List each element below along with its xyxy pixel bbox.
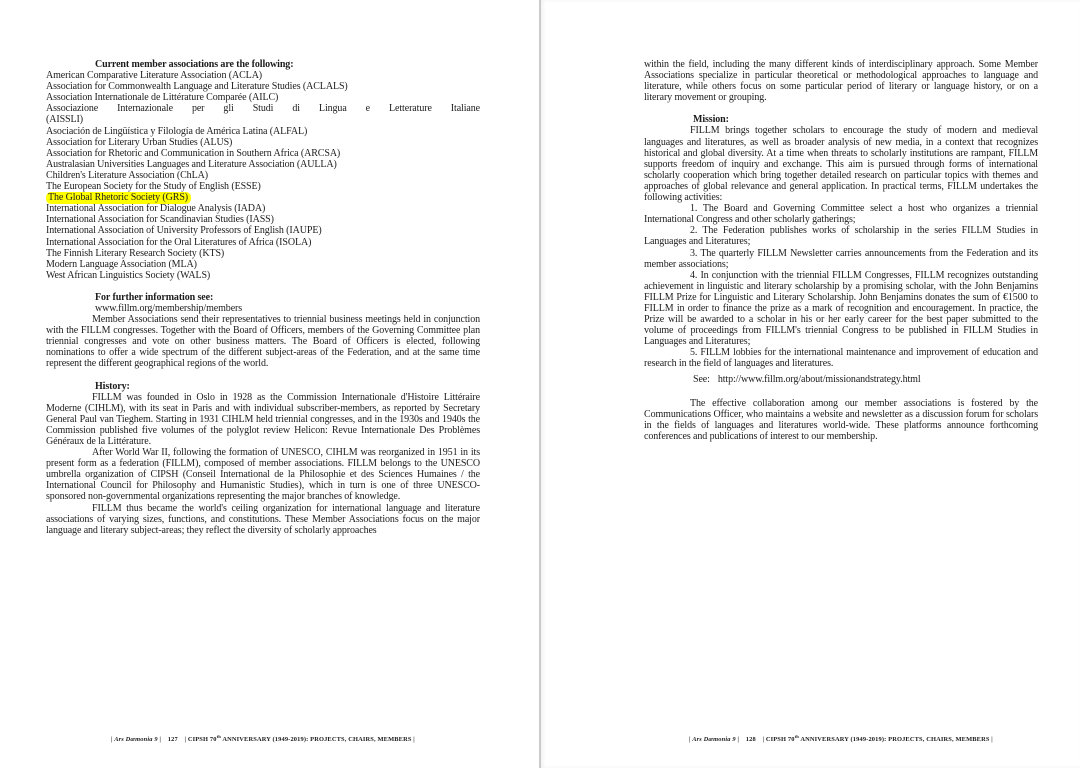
footer-volume-title: | CIPSH 70th ANNIVERSARY (1949-2019): PROJECTS, CHAIRS, MEMBERS |	[762, 733, 993, 743]
mission-item-2: 2. The Federation publishes works of scholarship in the series FILLM Studies in Languages and Literatures;	[644, 225, 1038, 248]
list-item: Modern Language Association (MLA)	[46, 258, 197, 270]
page-footer-left	[46, 734, 480, 743]
footer-ordinal-sup: th	[216, 733, 221, 739]
history-paragraph-2: After World War II, following the formation of UNESCO, CIHLM was reorganized in 1951 in its present form as a federation (FILLM), composed of member associations. FILLM belongs to the UNESCO umbrella organization of CIPSH (Conseil International de la Philosophie et des Sciences Humaines / the International Council for Philosophy and Humanistic Studies), which in turn is one of three UNESCO-sponsored non-governmental organizations representing the major branches of knowledge.	[46, 447, 480, 503]
list-item: Association for Literary Urban Studies (ALUS)	[46, 136, 233, 148]
list-item: Children's Literature Association (ChLA)	[46, 169, 208, 181]
list-item: Associazione Internazionale per gli Studi di Lingua e Letterature Italiane	[46, 103, 480, 115]
history-header: History:	[95, 380, 130, 392]
further-info-header: For further information see:	[95, 291, 214, 303]
list-item: American Comparative Literature Association (ACLA)	[46, 70, 263, 82]
history-paragraph-3: FILLM thus became the world's ceiling organization for international language and literature associations of varying sizes, functions, and constitutions. These Member Associations focus on the major language and literary subject-areas; they reflect the diversity of scholarly approaches	[46, 502, 480, 536]
mission-strategy-url[interactable]: http://www.fillm.org/about/missionandstrategy.html	[717, 373, 921, 385]
page-left-content	[46, 59, 480, 536]
page-right-content	[644, 59, 1038, 442]
list-item: International Association for the Oral Literatures of Africa (ISOLA)	[46, 236, 312, 248]
member-association-list	[46, 70, 480, 281]
see-label: See:	[693, 373, 710, 385]
list-item-highlighted	[46, 192, 480, 203]
page-left	[0, 0, 539, 768]
list-item: West African Linguistics Society (WALS)	[46, 269, 211, 281]
mission-item-5: 5. FILLM lobbies for the international maintenance and improvement of education and research in the field of languages and literatures.	[644, 347, 1038, 370]
page-right	[539, 0, 1080, 768]
footer-page-number: 128	[745, 736, 756, 743]
footer-ordinal-sup: th	[794, 733, 799, 739]
page-footer-right	[644, 734, 1038, 743]
footer-volume-title: | CIPSH 70th ANNIVERSARY (1949-2019): PROJECTS, CHAIRS, MEMBERS |	[184, 733, 415, 743]
highlighted-text: The Global Rhetoric Society (GRS)	[46, 192, 191, 204]
continuation-paragraph: within the field, including the many different kinds of interdisciplinary approach. Some Member Associations specialize in particular theoretical or methodological approaches to language and literature, while others focus on some particular period of literary or language history, or on a literary movement or grouping.	[644, 59, 1038, 104]
member-list-header: Current member associations are the following:	[95, 59, 294, 70]
list-item: International Association of University Professors of English (IAUPE)	[46, 225, 322, 237]
list-item: (AISSLI)	[46, 114, 83, 126]
list-item: Association for Rhetoric and Communication in Southern Africa (ARCSA)	[46, 147, 341, 159]
list-item: The European Society for the Study of English (ESSE)	[46, 181, 261, 193]
membership-url[interactable]: www.fillm.org/membership/members	[95, 302, 243, 314]
footer-page-number: 127	[167, 736, 178, 743]
list-item: Australasian Universities Languages and Literature Association (AULLA)	[46, 158, 337, 170]
mission-paragraph: FILLM brings together scholars to encourage the study of modern and medieval languages and literatures, as well as broader analysis of new media, in a context that recognizes historical and global diversity. At a time when threats to scholarly institutions are rampant, FILLM supports freedom of inquiry and exchange. This aim is pursued through forms of international scholarly cooperation which bring together detailed research on particular topics with themes and approaches of global relevance and general application. In practical terms, FILLM undertakes the following activities:	[644, 125, 1038, 204]
closing-paragraph: The effective collaboration among our member associations is fostered by the Communications Officer, who maintains a website and newsletter as a discussion forum for scholars in the fields of languages and literatures world-wide. These platforms announce forthcoming conferences and publications of interest to our membership.	[644, 397, 1038, 442]
list-item: Association Internationale de Littérature Comparée (AILC)	[46, 92, 279, 104]
list-item: International Association for Dialogue Analysis (IADA)	[46, 203, 266, 215]
list-item: The Finnish Literary Research Society (KTS)	[46, 247, 225, 259]
list-item: Asociación de Lingüística y Filología de América Latina (ALFAL)	[46, 125, 308, 137]
history-paragraph-1: FILLM was founded in Oslo in 1928 as the Commission Internationale d'Histoire Littéraire Moderne (CIHLM), with its seat in Paris and with individual subscriber-members, as reported by Secretary General Paul van Tieghem. Starting in 1931 CIHLM held triennial congresses, and in the 1930s and 1940s the Commission published five volumes of the polyglot review Helicon: Revue Internationale Des Problèmes Généraux de la Littérature.	[46, 391, 480, 447]
mission-header: Mission:	[693, 114, 729, 126]
mission-item-1: 1. The Board and Governing Committee select a host who organizes a triennial International Congress and other scholarly gatherings;	[644, 203, 1038, 226]
footer-journal-title: | Ars Dæmonia 9 |	[689, 736, 739, 743]
list-item: International Association for Scandinavian Studies (IASS)	[46, 214, 274, 226]
intro-paragraph: Member Associations send their representatives to triennial business meetings held in conjunction with the FILLM congresses. Together with the Board of Officers, members of the Governing Committee plan triennial congresses and vote on other business matters. The Board of Officers is elected, following nominations to offer a wide spectrum of the different subject-areas of the Federation, and at the same time represent the different geographical regions of the world.	[46, 314, 480, 370]
mission-item-4: 4. In conjunction with the triennial FILLM Congresses, FILLM recognizes outstanding achievement in linguistic and literary scholarship by a promising scholar, with the John Benjamins FILLM Prize for Linguistic and Literary Scholarship. John Benjamins donates the sum of €1500 to FILLM in order to finance the prize as a mark of recognition and encouragement. In practice, the Prize will be awarded to a scholar in his or her early career for the best paper submitted to the volume of proceedings from FILLM's triennial Congress to be published in FILLM Studies in Languages and Literatures;	[644, 269, 1038, 348]
list-item: Association for Commonwealth Language and Literature Studies (ACLALS)	[46, 81, 348, 93]
see-reference-line	[693, 374, 1038, 385]
footer-journal-title: | Ars Dæmonia 9 |	[111, 736, 161, 743]
mission-item-3: 3. The quarterly FILLM Newsletter carries announcements from the Federation and its member associations;	[644, 247, 1038, 270]
